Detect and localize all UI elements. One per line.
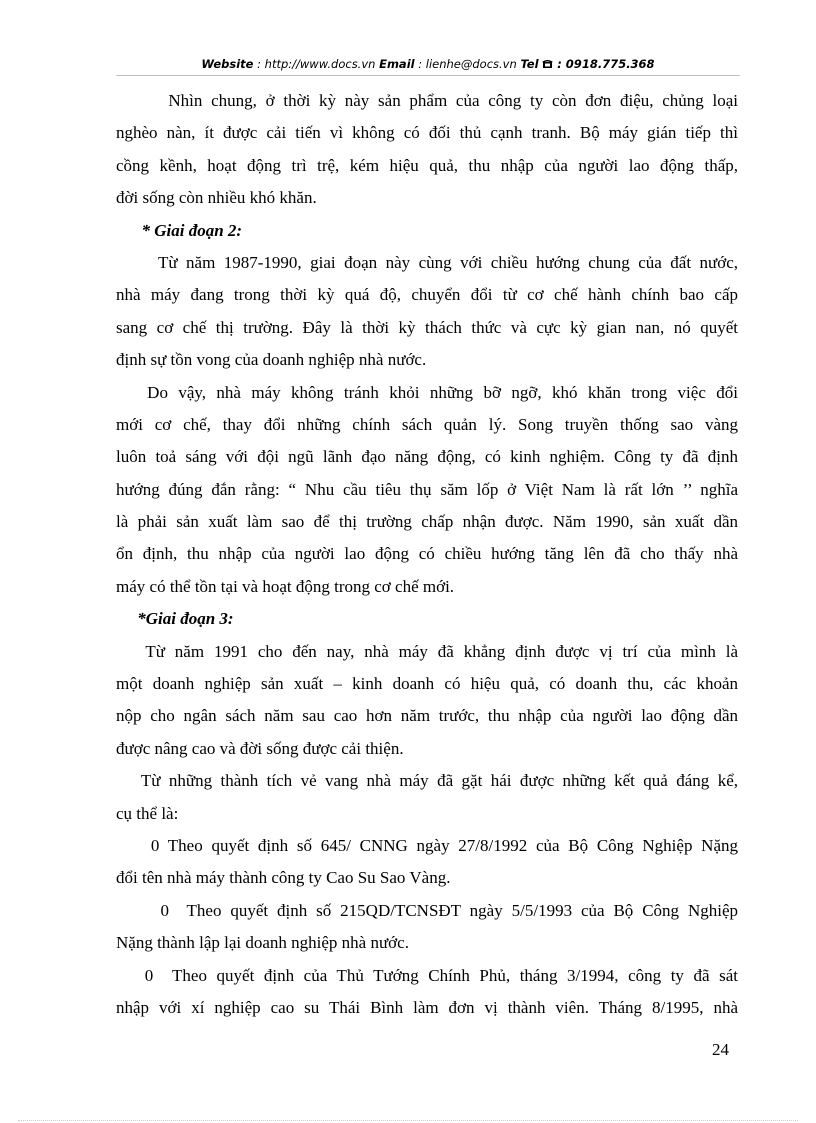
page-header xyxy=(116,57,740,71)
text-line: được nâng cao và đời sống được cải thiện. xyxy=(116,738,404,758)
text-line: Từ năm 1991 cho đến nay, nhà máy đã khẳng định được vị trí của mình là xyxy=(116,641,738,661)
text-line: cồng kềnh, hoạt động trì trệ, kém hiệu quả, thu nhập của người lao động thấp, xyxy=(116,155,738,175)
list-item: 0 Theo quyết định của Thủ Tướng Chính Phủ, tháng 3/1994, công ty đã sát xyxy=(116,965,738,985)
tel-label: Tel xyxy=(520,57,539,71)
text-line: hướng đúng đắn rằng: “ Nhu cầu tiêu thụ săm lốp ở Việt Nam là rất lớn ’’ nghĩa xyxy=(116,479,738,499)
website-label: Website xyxy=(201,57,254,71)
text-line: đời sống còn nhiều khó khăn. xyxy=(116,188,317,208)
section-heading: * Giai đoạn 2: xyxy=(116,220,243,240)
text-line: nộp cho ngân sách năm sau cao hơn năm trước, thu nhập của người lao động dần xyxy=(116,706,738,726)
header-divider xyxy=(116,75,740,76)
phone-icon xyxy=(542,59,553,69)
text-line: Từ những thành tích vẻ vang nhà máy đã gặt hái được những kết quả đáng kể, xyxy=(116,771,738,791)
text-line: là phải sản xuất làm sao để thị trường chấp nhận được. Năm 1990, sản xuất dần xyxy=(116,512,738,532)
text-line: sang cơ chế thị trường. Đây là thời kỳ thách thức và cực kỳ gian nan, nó quyết xyxy=(116,317,738,337)
list-item: 0 Theo quyết định số 215QD/TCNSĐT ngày 5/5/1993 của Bộ Công Nghiệp xyxy=(116,900,738,920)
text-line: nhập với xí nghiệp cao su Thái Bình làm đơn vị thành viên. Tháng 8/1995, nhà xyxy=(116,997,738,1017)
text-line: mới cơ chế, thay đổi những chính sách quản lý. Song truyền thống sao vàng xyxy=(116,414,738,434)
text-line: luôn toả sáng với đội ngũ lãnh đạo năng động, có kinh nghiệm. Công ty đã định xyxy=(116,447,738,467)
text-line: cụ thể là: xyxy=(116,803,179,823)
email-value: : lienhe@docs.vn xyxy=(414,57,521,71)
text-line: Nặng thành lập lại doanh nghiệp nhà nước. xyxy=(116,933,409,953)
text-line: Từ năm 1987-1990, giai đoạn này cùng với chiều hướng chung của đất nước, xyxy=(116,252,738,272)
text-line: định sự tồn vong của doanh nghiệp nhà nước. xyxy=(116,350,427,370)
website-value: : http://www.docs.vn xyxy=(253,57,380,71)
text-line: ổn định, thu nhập của người lao động có chiều hướng tăng lên đã cho thấy nhà xyxy=(116,544,738,564)
document-body xyxy=(116,85,738,1024)
text-line: nhà máy đang trong thời kỳ quá độ, chuyển đổi từ cơ chế hành chính bao cấp xyxy=(116,285,738,305)
text-line: Nhìn chung, ở thời kỳ này sản phẩm của công ty còn đơn điệu, chủng loại xyxy=(116,91,738,110)
email-label: Email xyxy=(379,57,415,71)
text-line: một doanh nghiệp sản xuất – kinh doanh có hiệu quả, có doanh thu, các khoản xyxy=(116,674,738,694)
phone-value: : 0918.775.368 xyxy=(553,57,655,71)
section-heading: *Giai đoạn 3: xyxy=(116,609,234,629)
text-line: máy có thể tồn tại và hoạt động trong cơ chế mới. xyxy=(116,576,455,596)
text-line: nghèo nàn, ít được cải tiến vì không có đối thủ cạnh tranh. Bộ máy gián tiếp thì xyxy=(116,123,738,143)
page-number: 24 xyxy=(712,1040,729,1059)
text-line: Do vậy, nhà máy không tránh khỏi những bỡ ngỡ, khó khăn trong việc đổi xyxy=(116,382,738,402)
list-item: 0 Theo quyết định số 645/ CNNG ngày 27/8/1992 của Bộ Công Nghiệp Nặng xyxy=(116,835,738,855)
footer-divider xyxy=(18,1120,798,1121)
text-line: đổi tên nhà máy thành công ty Cao Su Sao Vàng. xyxy=(116,868,451,888)
